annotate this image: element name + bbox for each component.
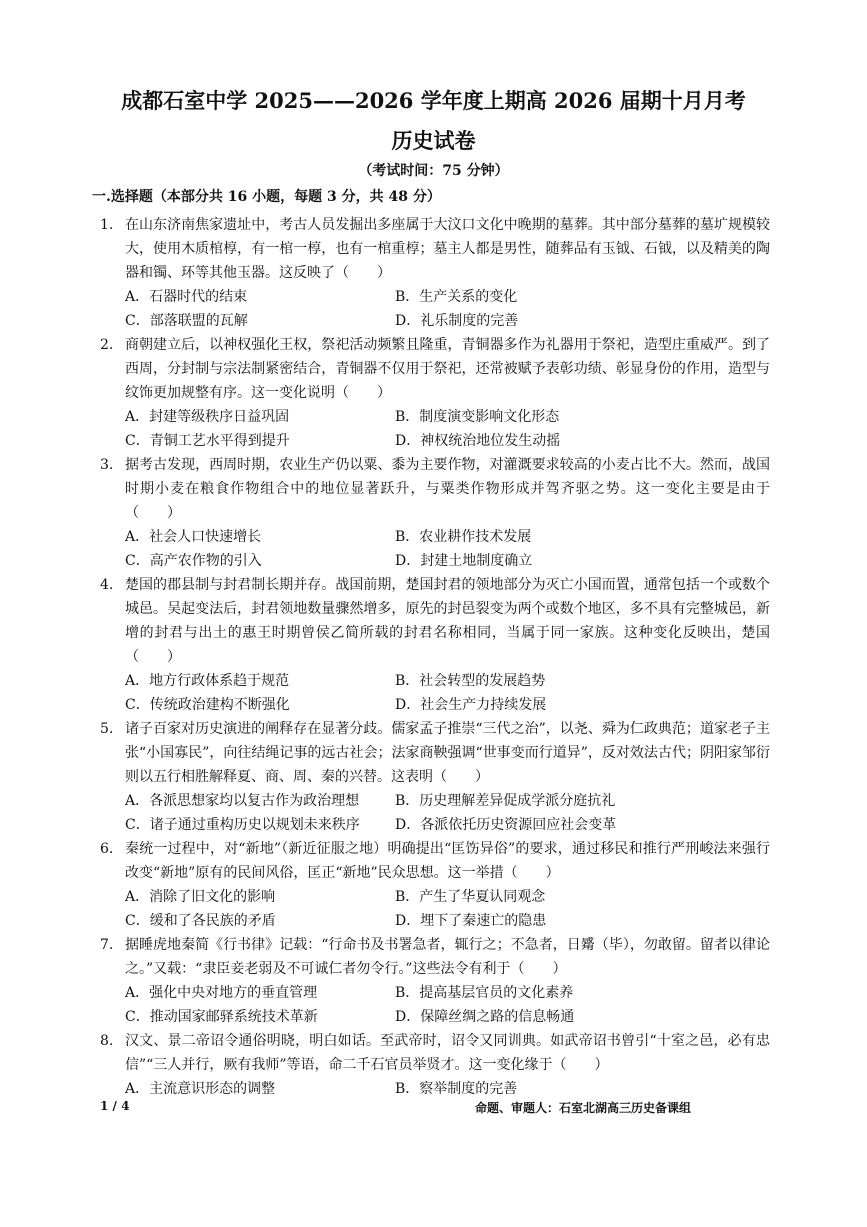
question-number: 7. [100, 937, 114, 953]
option-a: A．封建等级秩序日益巩固 [125, 409, 290, 425]
question-stem [100, 333, 770, 405]
option-c: C．部落联盟的瓦解 [125, 313, 248, 329]
option-a: A．主流意识形态的调整 [125, 1081, 276, 1097]
option-c: C．传统政治建构不断强化 [125, 697, 290, 713]
option-list [100, 405, 770, 453]
exam-title: 成都石室中学 2025——2026 学年度上期高 2026 届期十月月考 [121, 88, 746, 113]
question-stem [100, 933, 770, 981]
page-number: 1 / 4 [100, 1099, 130, 1113]
option-d: D．礼乐制度的完善 [395, 313, 519, 329]
option-b: B．生产关系的变化 [395, 289, 518, 305]
option-b: B．制度演变影响文化形态 [395, 409, 560, 425]
question-number: 5. [100, 721, 114, 737]
question-number: 3. [100, 457, 114, 473]
question-number: 2. [100, 337, 114, 353]
question-text: 诸子百家对历史演进的阐释存在显著分歧。儒家孟子推崇“三代之治”，以尧、舜为仁政典范；道家老子主张“小国寡民”，向往结绳记事的远古社会；法家商鞅强调“世事变而行道异”，反对效法古代；阴阳家邹衍则以五行相胜解释夏、商、周、秦的兴替。这表明（ ） [125, 721, 770, 785]
question-5 [100, 717, 770, 837]
option-list [100, 669, 770, 717]
option-d: D．神权统治地位发生动摇 [395, 433, 561, 449]
question-stem [100, 837, 770, 885]
question-list [100, 213, 770, 1101]
question-number: 6. [100, 841, 114, 857]
question-stem [100, 717, 770, 789]
question-6 [100, 837, 770, 933]
question-4 [100, 573, 770, 717]
option-list [100, 525, 770, 573]
question-stem [100, 453, 770, 525]
option-list [100, 885, 770, 933]
option-c: C．推动国家邮驿系统技术革新 [125, 1009, 318, 1025]
question-text: 汉文、景二帝诏令通俗明晓，明白如话。至武帝时，诏令又同训典。如武帝诏书曾引“十室之邑，必有忠信”“三人并行，厥有我师”等语，命二千石官员举贤才。这一变化缘于（ ） [125, 1033, 770, 1073]
option-d: D．埋下了秦速亡的隐患 [395, 913, 547, 929]
question-text: 楚国的郡县制与封君制长期并存。战国前期，楚国封君的领地部分为灭亡小国而置，通常包括一个或数个城邑。吴起变法后，封君领地数量骤然增多，原先的封邑裂变为两个或数个地区，多不具有完整城邑，新增的封君与出土的惠王时期曾侯乙简所载的封君名称相同，当属于同一家族。这种变化反映出，楚国（ ） [125, 577, 770, 665]
question-text: 据考古发现，西周时期，农业生产仍以粟、黍为主要作物，对灌溉要求较高的小麦占比不大。然而，战国时期小麦在粮食作物组合中的地位显著跃升，与粟类作物形成并驾齐驱之势。这一变化主要是由于（ ） [125, 457, 770, 521]
option-c: C．缓和了各民族的矛盾 [125, 913, 276, 929]
option-c: C．高产农作物的引入 [125, 553, 262, 569]
option-b: B．历史理解差异促成学派分庭抗礼 [395, 793, 616, 809]
question-2 [100, 333, 770, 453]
question-8 [100, 1029, 770, 1101]
option-b: B．产生了华夏认同观念 [395, 889, 546, 905]
option-c: C．青铜工艺水平得到提升 [125, 433, 290, 449]
option-list [100, 285, 770, 333]
question-text: 秦统一过程中，对“新地”（新近征服之地）明确提出“匡饬异俗”的要求，通过移民和推行严刑峻法来强行改变“新地”原有的民间风俗，匡正“新地”民众思想。这一举措（ ） [125, 841, 770, 881]
question-text: 商朝建立后，以神权强化王权，祭祀活动频繁且隆重，青铜器多作为礼器用于祭祀，造型庄重威严。到了西周，分封制与宗法制紧密结合，青铜器不仅用于祭祀，还常被赋予表彰功绩、彰显身份的作用，造型与纹饰更加规整有序。这一变化说明（ ） [125, 337, 770, 401]
option-d: D．各派依托历史资源回应社会变革 [395, 817, 617, 833]
exam-time: （考试时间：75 分钟） [358, 163, 509, 179]
section-heading: 一.选择题（本部分共 16 小题，每题 3 分，共 48 分） [92, 189, 441, 205]
option-list [100, 981, 770, 1029]
question-number: 8. [100, 1033, 114, 1049]
option-a: A．各派思想家均以复古作为政治理想 [125, 793, 360, 809]
question-text: 在山东济南焦家遗址中，考古人员发掘出多座属于大汶口文化中晚期的墓葬。其中部分墓葬的墓圹规模较大，使用木质棺椁，有一棺一椁，也有一棺重椁；墓主人都是男性，随葬品有玉钺、石钺，以及精美的陶器和镯、环等其他玉器。这反映了（ ） [125, 217, 770, 281]
author-credit: 命题、审题人：石室北湖高三历史备课组 [475, 1101, 692, 1115]
question-7 [100, 933, 770, 1029]
option-b: B．提高基层官员的文化素养 [395, 985, 574, 1001]
option-a: A．石器时代的结束 [125, 289, 248, 305]
question-number: 4. [100, 577, 114, 593]
question-stem [100, 573, 770, 669]
option-c: C．诸子通过重构历史以规划未来秩序 [125, 817, 360, 833]
option-a: A．地方行政体系趋于规范 [125, 673, 290, 689]
option-b: B．察举制度的完善 [395, 1081, 518, 1097]
option-d: D．保障丝绸之路的信息畅通 [395, 1009, 575, 1025]
option-d: D．封建土地制度确立 [395, 553, 533, 569]
question-3 [100, 453, 770, 573]
question-text: 据睡虎地秦简《行书律》记载：“行命书及书署急者，辄行之；不急者，日觱（毕），勿敢留。留者以律论之。”又载：“隶臣妾老弱及不可诚仁者勿令行。”这些法令有利于（ ） [125, 937, 770, 977]
question-1 [100, 213, 770, 333]
option-b: B．社会转型的发展趋势 [395, 673, 546, 689]
option-list [100, 1077, 770, 1101]
option-a: A．社会人口快速增长 [125, 529, 262, 545]
question-stem [100, 1029, 770, 1077]
option-a: A．消除了旧文化的影响 [125, 889, 276, 905]
exam-subject: 历史试卷 [391, 128, 476, 153]
option-list [100, 789, 770, 837]
option-b: B．农业耕作技术发展 [395, 529, 532, 545]
question-stem [100, 213, 770, 285]
option-d: D．社会生产力持续发展 [395, 697, 547, 713]
option-a: A．强化中央对地方的垂直管理 [125, 985, 318, 1001]
question-number: 1. [100, 217, 114, 233]
